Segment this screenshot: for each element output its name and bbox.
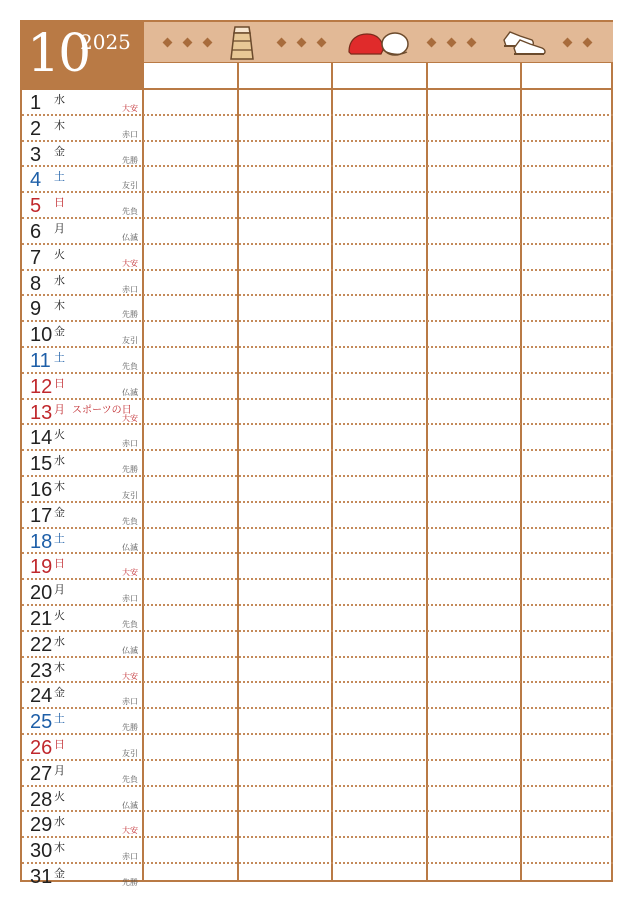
day-number: 21 (30, 608, 53, 630)
day-row[interactable] (22, 245, 613, 271)
weekday-label: 月 (54, 222, 65, 235)
day-number: 3 (30, 143, 42, 166)
diamond-icon (277, 38, 287, 48)
weekday-label: 木 (54, 841, 65, 855)
day-number: 13 (30, 401, 53, 424)
day-number: 29 (30, 814, 53, 837)
day-number: 24 (30, 685, 53, 708)
day-row[interactable] (22, 296, 613, 322)
day-row[interactable] (22, 193, 613, 219)
day-row[interactable] (22, 606, 613, 632)
day-number: 22 (30, 633, 53, 656)
day-number: 27 (30, 762, 53, 785)
weekday-label: 土 (54, 170, 65, 184)
day-row[interactable] (22, 477, 613, 503)
weekday-label: 水 (54, 93, 65, 106)
weekday-label: 水 (54, 273, 65, 287)
day-row[interactable] (22, 632, 613, 658)
day-number: 31 (30, 866, 53, 888)
rokuyo-label: 赤口 (122, 852, 138, 862)
vaulting-box-icon (226, 24, 258, 60)
weekday-label: 金 (54, 867, 65, 880)
weekday-label: 日 (54, 738, 65, 751)
diamond-icon (163, 38, 173, 48)
rokuyo-label: 友引 (122, 336, 138, 346)
weekday-label: 土 (54, 531, 65, 545)
rokuyo-label: 仏滅 (122, 233, 138, 242)
day-number: 17 (30, 504, 53, 527)
rokuyo-label: 大安 (122, 568, 138, 578)
weekday-label: 水 (54, 634, 65, 648)
year-label: 2025 (80, 30, 131, 54)
day-row[interactable] (22, 812, 613, 838)
rokuyo-label: 先負 (122, 774, 138, 784)
rokuyo-label: 赤口 (122, 697, 138, 707)
calendar-frame (20, 20, 613, 888)
day-row[interactable] (22, 529, 613, 555)
weekday-label: 土 (54, 712, 65, 726)
weekday-label: 火 (54, 789, 65, 803)
day-number: 18 (30, 530, 53, 553)
weekday-label: 日 (54, 376, 65, 390)
cap-icon (345, 28, 411, 58)
day-row[interactable] (22, 683, 613, 709)
diamond-icon (297, 38, 307, 48)
weekday-label: 日 (54, 557, 65, 571)
rokuyo-label: 赤口 (122, 284, 138, 294)
weekday-label: 木 (54, 480, 65, 493)
rokuyo-label: 赤口 (122, 439, 138, 449)
weekday-label: 火 (54, 609, 65, 622)
weekday-label: 木 (54, 118, 65, 132)
day-number: 30 (30, 840, 53, 863)
day-row[interactable] (22, 709, 613, 735)
rokuyo-label: 大安 (122, 258, 138, 268)
day-row[interactable] (22, 348, 613, 374)
weekday-label: 木 (54, 299, 65, 313)
rokuyo-label: 先勝 (122, 465, 138, 475)
weekday-label: 木 (54, 660, 65, 674)
rokuyo-label: 先負 (122, 362, 138, 371)
rokuyo-label: 赤口 (122, 129, 138, 139)
day-row[interactable] (22, 271, 613, 297)
day-number: 4 (30, 169, 42, 192)
day-number: 8 (30, 272, 42, 295)
day-number: 12 (30, 375, 53, 398)
sneakers-icon (500, 26, 552, 60)
day-number: 7 (30, 246, 42, 269)
rokuyo-label: 大安 (122, 671, 138, 681)
day-row[interactable] (22, 167, 613, 193)
day-row[interactable] (22, 787, 613, 813)
day-row[interactable] (22, 374, 613, 400)
weekday-label: 金 (54, 144, 65, 158)
day-number: 5 (30, 195, 42, 218)
weekday-label: 月 (54, 763, 65, 777)
rokuyo-label: 先勝 (122, 878, 138, 887)
day-row[interactable] (22, 451, 613, 477)
weekday-label: 金 (54, 325, 65, 339)
day-number: 2 (30, 117, 42, 140)
diamond-icon (317, 38, 327, 48)
day-number: 19 (30, 556, 53, 579)
day-number: 9 (30, 298, 42, 321)
weekday-label: 月 (54, 583, 65, 597)
day-row[interactable] (22, 142, 613, 168)
header-divider (144, 62, 611, 63)
diamond-icon (203, 38, 213, 48)
rokuyo-label: 大安 (122, 826, 138, 836)
weekday-label: 月 (54, 402, 65, 416)
weekday-label: 火 (54, 247, 65, 261)
rokuyo-label: 仏滅 (122, 645, 138, 655)
day-number: 1 (30, 92, 42, 114)
day-row[interactable] (22, 658, 613, 684)
rokuyo-label: 友引 (122, 749, 138, 758)
weekday-label: 火 (54, 428, 65, 442)
diamond-icon (563, 38, 573, 48)
day-row[interactable] (22, 116, 613, 142)
day-row[interactable] (22, 580, 613, 606)
rokuyo-label: 先勝 (122, 723, 138, 733)
weekday-label: 金 (54, 686, 65, 700)
rokuyo-label: 友引 (122, 181, 138, 191)
rokuyo-label: 先負 (122, 620, 138, 629)
day-row[interactable] (22, 761, 613, 787)
weekday-label: 日 (54, 196, 65, 210)
day-number: 20 (30, 582, 53, 605)
holiday-label: スポーツの日 (72, 404, 132, 416)
day-row[interactable] (22, 503, 613, 529)
rokuyo-label: 友引 (122, 491, 138, 500)
day-row[interactable] (22, 219, 613, 245)
rokuyo-label: 大安 (122, 413, 138, 423)
weekday-label: 土 (54, 351, 65, 364)
weekday-label: 金 (54, 505, 65, 519)
diamond-icon (583, 38, 593, 48)
month-number: 10 (27, 24, 90, 84)
rokuyo-label: 先勝 (122, 310, 138, 320)
day-row[interactable] (22, 554, 613, 580)
day-number: 6 (30, 221, 42, 243)
weekday-label: 水 (54, 815, 65, 829)
rokuyo-label: 先勝 (122, 155, 138, 165)
day-row[interactable] (22, 425, 613, 451)
day-row[interactable] (22, 90, 613, 116)
day-number: 25 (30, 711, 53, 734)
diamond-icon (183, 38, 193, 48)
day-row[interactable] (22, 735, 613, 761)
day-number: 26 (30, 737, 53, 759)
day-number: 23 (30, 659, 53, 682)
month-header (22, 22, 142, 88)
rokuyo-label: 仏滅 (122, 542, 138, 552)
rokuyo-label: 大安 (122, 104, 138, 113)
rokuyo-label: 仏滅 (122, 387, 138, 397)
day-row[interactable] (22, 322, 613, 348)
day-number: 10 (30, 324, 53, 347)
day-number: 15 (30, 453, 53, 476)
day-row[interactable] (22, 400, 613, 426)
rokuyo-label: 仏滅 (122, 800, 138, 810)
day-number: 16 (30, 479, 53, 501)
rokuyo-label: 赤口 (122, 594, 138, 604)
day-number: 14 (30, 427, 53, 450)
rokuyo-label: 先負 (122, 516, 138, 526)
day-row[interactable] (22, 864, 613, 890)
diamond-icon (447, 38, 457, 48)
day-number: 11 (30, 350, 51, 372)
day-number: 28 (30, 788, 53, 811)
diamond-icon (427, 38, 437, 48)
weekday-label: 水 (54, 454, 65, 468)
diamond-icon (467, 38, 477, 48)
day-row[interactable] (22, 838, 613, 864)
decorative-band (144, 22, 613, 62)
rokuyo-label: 先負 (122, 207, 138, 217)
